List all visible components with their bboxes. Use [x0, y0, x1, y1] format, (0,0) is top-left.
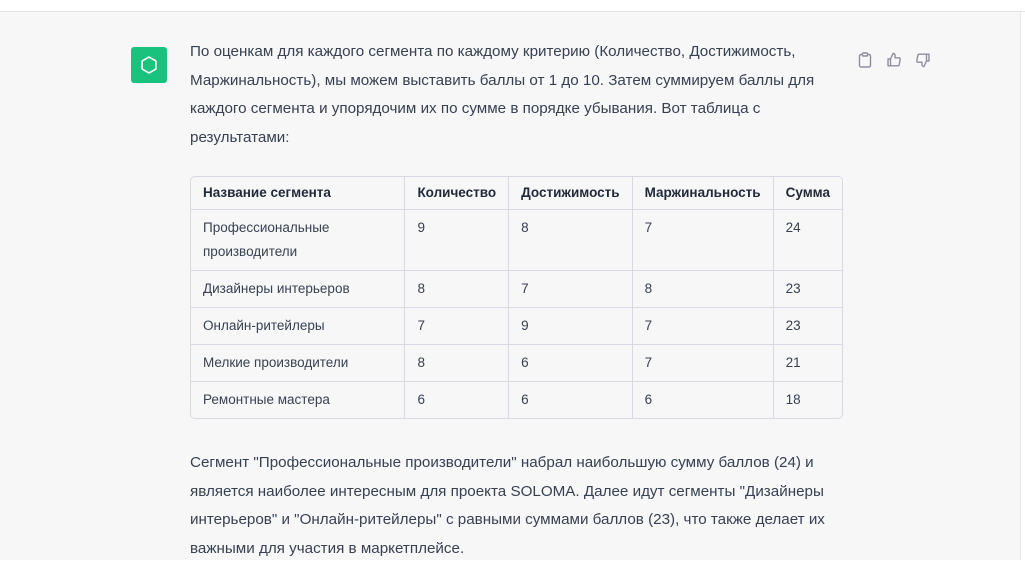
top-bar [0, 0, 1025, 12]
table-cell: Ремонтные мастера [191, 382, 405, 418]
table-cell: Онлайн-ритейлеры [191, 308, 405, 345]
thumbs-up-icon [886, 52, 902, 68]
table-cell: 6 [509, 382, 632, 418]
table-cell: 24 [774, 210, 842, 271]
table-row [191, 271, 842, 308]
thumbs-up-button[interactable] [885, 51, 903, 69]
table-cell: 6 [405, 382, 509, 418]
openai-logo-icon [131, 47, 167, 83]
header-reachability: Достижимость [509, 177, 632, 210]
table-cell: 9 [405, 210, 509, 271]
table-cell: 6 [633, 382, 774, 418]
copy-button[interactable] [856, 51, 874, 69]
table-cell: 7 [633, 345, 774, 382]
table-cell: 8 [405, 271, 509, 308]
table-cell: 23 [774, 271, 842, 308]
table-cell: 8 [405, 345, 509, 382]
message-actions [856, 51, 932, 69]
table-cell: 7 [509, 271, 632, 308]
table-row [191, 382, 842, 418]
table-cell: Дизайнеры интерьеров [191, 271, 405, 308]
intro-paragraph: По оценкам для каждого сегмента по каждому критерию (Количество, Достижимость, Маржинальность), мы можем выставить баллы от 1 до 10. Затем суммируем баллы для каждого сегмента и упорядочим их по сумме в порядке убывания. Вот таблица с результатами: [190, 43, 815, 147]
table-cell: 8 [509, 210, 632, 271]
table-cell: 23 [774, 308, 842, 345]
header-sum: Сумма [774, 177, 842, 210]
table-row [191, 308, 842, 345]
table-row [191, 210, 842, 271]
table-cell: 21 [774, 345, 842, 382]
table-cell: 7 [405, 308, 509, 345]
clipboard-icon [858, 52, 872, 68]
table-cell: 6 [509, 345, 632, 382]
table-header-row [191, 177, 842, 210]
table-cell: 18 [785, 391, 801, 407]
conclusion-paragraph: Сегмент "Профессиональные производители" набрал наибольшую сумму баллов (24) и является наиболее интересным для проекта SOLOMA. Далее идут сегменты "Дизайнеры интерьеров" и "Онлайн-ритейлеры" с равными суммами баллов (23), что также делает их важными для участия в маркетплейсе. [190, 453, 825, 557]
header-segment-name: Название сегмента [191, 177, 405, 210]
table-cell: Профессиональные производители [191, 210, 405, 271]
message-content [190, 38, 840, 564]
assistant-message [0, 12, 1021, 560]
thumbs-down-button[interactable] [914, 51, 932, 69]
table-cell: 7 [633, 308, 774, 345]
header-margin: Маржинальность [633, 177, 774, 210]
table-row [191, 345, 842, 382]
table-cell: 7 [633, 210, 774, 271]
table-cell: Мелкие производители [191, 345, 405, 382]
thumbs-down-icon [915, 52, 931, 68]
table-cell: 8 [633, 271, 774, 308]
results-table [190, 176, 843, 419]
table-cell: 9 [509, 308, 632, 345]
header-quantity: Количество [405, 177, 509, 210]
